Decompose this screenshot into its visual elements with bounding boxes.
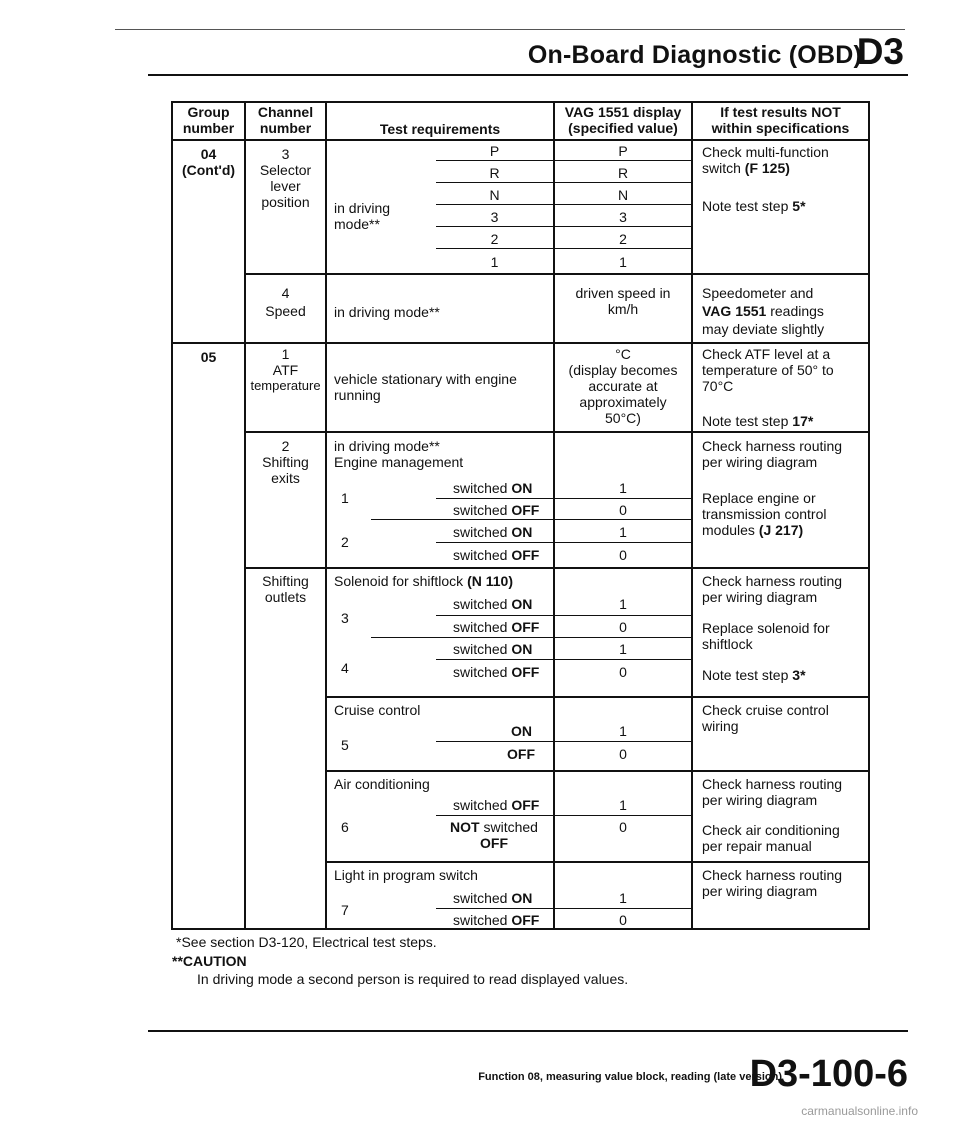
ch3-result: Check multi-function switch (F 125) Note test step 5*: [702, 144, 829, 214]
header-test-requirements: Test requirements: [379, 121, 501, 137]
display-P: P: [618, 143, 628, 159]
light-row-1: switched ON: [453, 890, 533, 906]
cruise-display-2: 0: [619, 746, 627, 762]
header-results: If test results NOT within specifications: [711, 104, 850, 136]
ch2-display-4: 0: [619, 547, 627, 563]
watermark: carmanualsonline.info: [801, 1104, 918, 1118]
gear-R: R: [489, 165, 500, 181]
ch2-display-3: 1: [619, 524, 627, 540]
top-rule: [115, 29, 905, 30]
channel-2: 2 Shifting exits: [262, 438, 309, 486]
outlets-row-3: switched ON: [453, 641, 533, 657]
display-R: R: [617, 165, 629, 181]
light-display-2: 0: [619, 912, 627, 928]
channel-1: 1 ATF temperature: [250, 346, 321, 393]
title-rule: [148, 74, 908, 76]
outlets-display-4: 0: [619, 664, 627, 680]
ch2-row-3: switched ON: [453, 524, 533, 540]
channel-4: 4 Speed: [265, 285, 306, 319]
air-display-1: 1: [619, 797, 627, 813]
ch2-row-1: switched ON: [453, 480, 533, 496]
page-code: D3-100-6: [749, 1053, 908, 1095]
display-N: N: [617, 187, 629, 203]
ch2-requirement: in driving mode** Engine management: [334, 438, 464, 470]
outlets-display-3: 1: [619, 641, 627, 657]
ch3-requirement: in driving mode**: [334, 200, 391, 232]
ch1-display: °C (display becomes accurate at approximately 50°C): [568, 346, 678, 426]
group-04: 04 (Cont'd): [181, 146, 236, 178]
cruise-label: Cruise control: [334, 702, 421, 718]
air-display-2: 0: [619, 819, 627, 835]
ch4-result: Speedometer and VAG 1551 readings may deviate slightly: [702, 285, 825, 337]
display-3: 3: [619, 209, 627, 225]
ch4-requirement: in driving mode**: [334, 304, 440, 320]
display-2: 2: [619, 231, 627, 247]
air-num: 6: [341, 819, 349, 835]
air-label: Air conditioning: [334, 776, 430, 792]
header-display: VAG 1551 display (specified value): [564, 104, 682, 136]
gear-3: 3: [490, 209, 499, 225]
ch1-result: Check ATF level at a temperature of 50° to 70°C Note test step 17*: [702, 346, 834, 429]
outlets-result: Check harness routing per wiring diagram Replace solenoid for shiftlock Note test step 3*: [702, 573, 843, 683]
gear-N: N: [489, 187, 500, 203]
light-display-1: 1: [619, 890, 627, 906]
caution-text: In driving mode a second person is required to read displayed values.: [197, 971, 629, 987]
channel-3: 3 Selector lever position: [259, 146, 312, 210]
cruise-num: 5: [341, 737, 349, 753]
air-row-1: switched OFF: [453, 797, 540, 813]
footer-rule: [148, 1030, 908, 1032]
header-group: Group number: [182, 104, 235, 136]
footer-text: Function 08, measuring value block, reading (late version): [478, 1071, 782, 1083]
ch2-result: Check harness routing per wiring diagram Replace engine or transmission control modules (J 217): [702, 438, 843, 538]
cruise-result: Check cruise control wiring: [702, 702, 829, 734]
header-channel: Channel number: [257, 104, 314, 136]
light-label: Light in program switch: [334, 867, 478, 883]
diagnostic-table: [171, 101, 870, 930]
section-code: D3: [856, 31, 904, 72]
outlets-num-3: 3: [341, 610, 349, 626]
page-title: On-Board Diagnostic (OBD): [527, 41, 862, 69]
ch4-display: driven speed in km/h: [575, 285, 671, 317]
air-result: Check harness routing per wiring diagram Check air conditioning per repair manual: [702, 776, 843, 854]
display-1: 1: [619, 254, 627, 270]
ch2-row-4: switched OFF: [453, 547, 540, 563]
note-see-section: *See section D3-120, Electrical test steps.: [176, 934, 437, 950]
solenoid-label: Solenoid for shiftlock (N 110): [334, 573, 513, 589]
ch1-requirement: vehicle stationary with engine running: [334, 371, 517, 403]
outlets-display-1: 1: [619, 596, 627, 612]
ch2-num-1: 1: [341, 490, 349, 506]
ch2-num-2: 2: [341, 534, 349, 550]
group-05: 05: [200, 349, 217, 365]
outlets-row-2: switched OFF: [453, 619, 540, 635]
cruise-off: OFF: [507, 746, 535, 762]
light-result: Check harness routing per wiring diagram: [702, 867, 843, 899]
ch2-display-2: 0: [619, 502, 627, 518]
outlets-row-4: switched OFF: [453, 664, 540, 680]
ch2-row-2: switched OFF: [453, 502, 540, 518]
cruise-display-1: 1: [619, 723, 627, 739]
outlets-display-2: 0: [619, 619, 627, 635]
outlets-num-4: 4: [341, 660, 349, 676]
gear-2: 2: [490, 231, 499, 247]
light-row-2: switched OFF: [453, 912, 540, 928]
channel-shifting-outlets: Shifting outlets: [262, 573, 309, 605]
gear-P: P: [489, 143, 500, 159]
ch2-display-1: 1: [619, 480, 627, 496]
light-num: 7: [341, 902, 349, 918]
air-row-2: NOT switched OFF: [450, 819, 538, 851]
gear-1: 1: [490, 254, 499, 270]
cruise-on: ON: [511, 723, 532, 739]
caution-heading: **CAUTION: [172, 953, 247, 969]
outlets-row-1: switched ON: [453, 596, 533, 612]
